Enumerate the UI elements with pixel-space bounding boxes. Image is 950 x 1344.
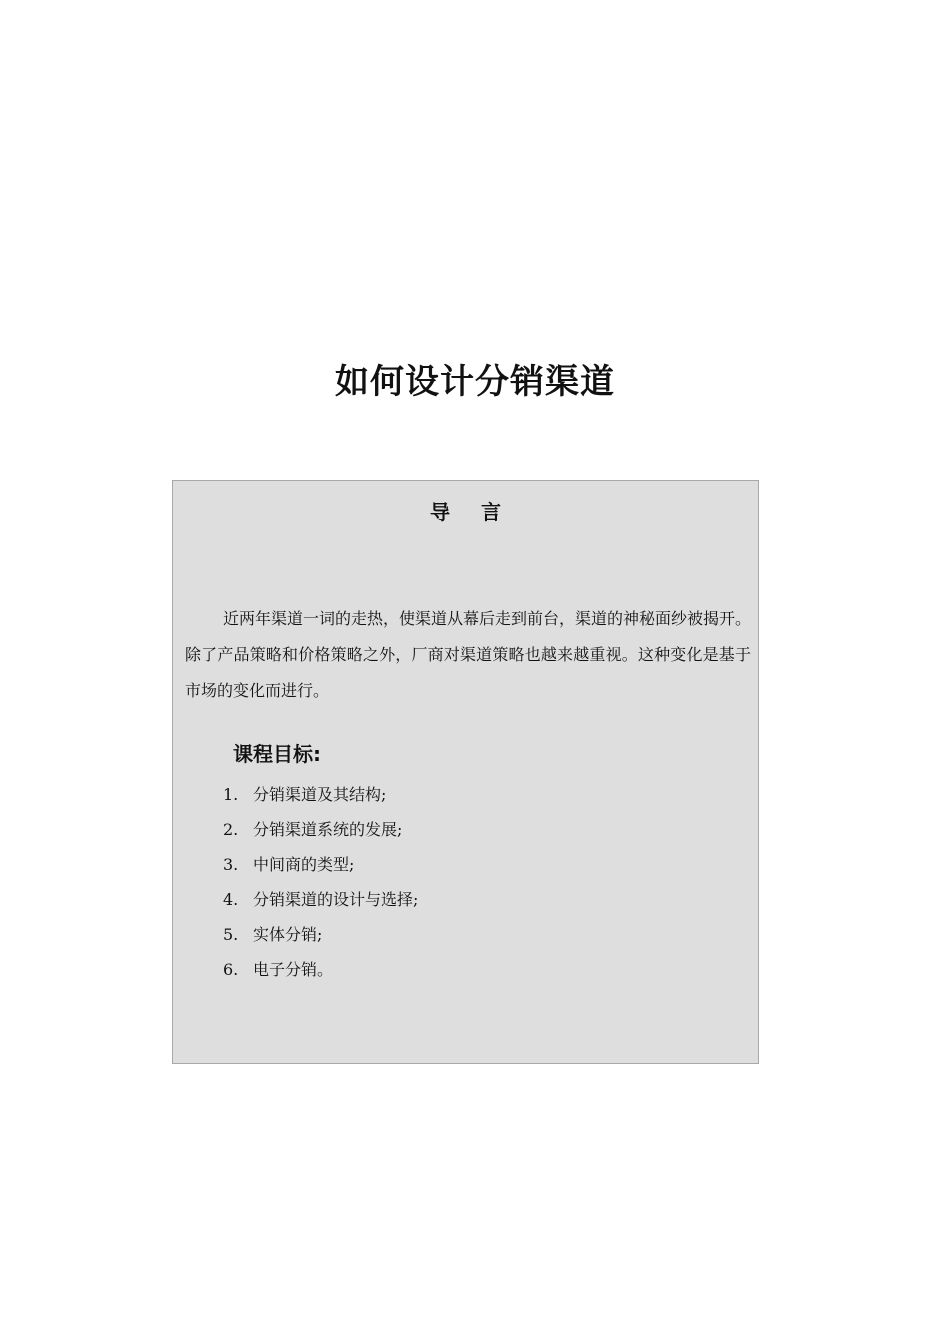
goal-item [223,917,418,952]
goal-text: 电子分销。 [253,960,334,979]
goal-item [223,812,418,847]
intro-box [172,480,759,1064]
goal-number: 4. [223,890,239,909]
goal-text: 中间商的类型; [253,855,355,874]
goal-text: 分销渠道及其结构; [253,785,387,804]
goal-text: 实体分销; [253,925,323,944]
course-goals-list [223,777,418,987]
goal-number: 1. [223,785,239,804]
goal-number: 2. [223,820,239,839]
goal-number: 3. [223,855,239,874]
goal-item [223,847,418,882]
goal-item [223,777,418,812]
goal-text: 分销渠道系统的发展; [253,820,403,839]
goal-item [223,882,418,917]
document-title: 如何设计分销渠道 [335,362,615,402]
goal-number: 5. [223,925,239,944]
goal-number: 6. [223,960,239,979]
intro-paragraph: 近两年渠道一词的走热，使渠道从幕后走到前台，渠道的神秘面纱被揭开。除了产品策略和价格策略之外，厂商对渠道策略也越来越重视。这种变化是基于市场的变化而进行。 [185,609,752,700]
intro-heading: 导 言 [430,500,513,524]
goal-item [223,952,418,987]
goal-text: 分销渠道的设计与选择; [253,890,419,909]
course-goals-heading: 课程目标: [233,742,321,766]
